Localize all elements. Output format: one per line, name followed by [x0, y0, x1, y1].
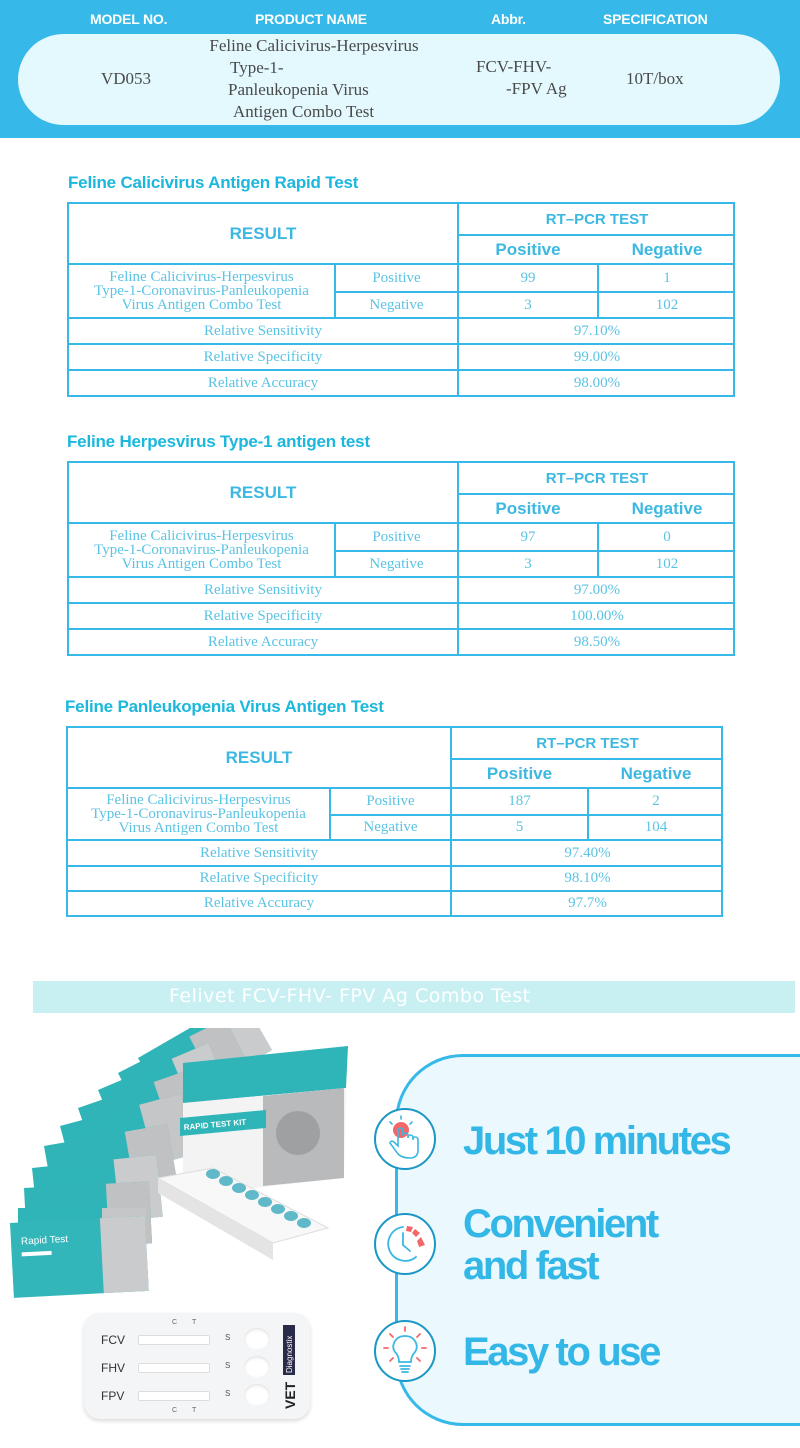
sensitivity-label: Relative Sensitivity — [204, 581, 322, 598]
specificity-label: Relative Specificity — [203, 607, 323, 624]
row-positive-label: Positive — [366, 793, 415, 809]
cell-neg-neg: 104 — [644, 819, 668, 835]
results-table-fpv — [66, 726, 723, 917]
test-cassette-image: C T FCV S FHV S FPV S C T Diagnostix VET — [84, 1313, 310, 1419]
product-kit-image — [8, 1028, 353, 1298]
cell-pos-neg: 2 — [652, 793, 660, 809]
accuracy-value: 97.7% — [568, 895, 607, 911]
accuracy-label: Relative Accuracy — [207, 633, 319, 650]
tap-icon — [374, 1108, 436, 1170]
cell-neg-pos: 5 — [515, 819, 524, 835]
specification-value: 10T/box — [626, 69, 684, 88]
pcr-positive-header: Positive — [495, 498, 561, 518]
results-table-fhv — [67, 461, 735, 656]
accuracy-value: 98.00% — [573, 374, 621, 391]
rt-pcr-header: RT–PCR TEST — [545, 469, 649, 487]
vet-diagnostix-logo — [280, 1323, 298, 1411]
lightbulb-icon — [374, 1320, 436, 1382]
feature-convenient-fast: Convenient and fast — [463, 1202, 657, 1288]
fcv-line-label: FCV — [101, 1333, 125, 1347]
brand-sub: Diagnostix — [285, 1335, 294, 1373]
clock-icon — [374, 1213, 436, 1275]
results-table-fcv — [67, 202, 735, 397]
row-positive-label: Positive — [372, 528, 421, 545]
sensitivity-value: 97.40% — [564, 844, 611, 861]
row-negative-label: Negative — [369, 555, 424, 572]
rt-pcr-header: RT–PCR TEST — [545, 210, 649, 228]
fpv-line-label: FPV — [101, 1389, 125, 1403]
product-banner — [33, 981, 795, 1013]
specificity-value: 99.00% — [573, 348, 621, 365]
specificity-value: 98.10% — [564, 870, 611, 886]
specificity-value: 100.00% — [570, 607, 624, 624]
specificity-label: Relative Specificity — [203, 348, 323, 365]
combo-test-label: Feline Calicivirus-Herpesvirus Type-1-Coronavirus-Panleukopenia Virus Antigen Combo Test — [91, 792, 306, 836]
cell-pos-pos: 97 — [520, 528, 536, 545]
sensitivity-label: Relative Sensitivity — [204, 322, 322, 339]
sensitivity-value: 97.10% — [573, 322, 621, 339]
table-title: Feline Calicivirus Antigen Rapid Test — [68, 173, 359, 192]
cell-pos-pos: 99 — [520, 269, 536, 286]
cell-neg-pos: 3 — [524, 296, 532, 313]
accuracy-value: 98.50% — [573, 633, 621, 650]
feature-just-10-minutes: Just 10 minutes — [463, 1119, 730, 1163]
combo-test-label: Feline Calicivirus-Herpesvirus Type-1-Coronavirus-Panleukopenia Virus Antigen Combo Test — [94, 528, 309, 572]
pcr-positive-header: Positive — [486, 763, 553, 783]
pouch-label: Rapid Test — [20, 1233, 69, 1248]
brand-main: VET — [282, 1381, 298, 1409]
result-header: RESULT — [225, 747, 293, 767]
model-no-header: MODEL NO. — [90, 11, 168, 27]
fhv-line-label: FHV — [101, 1361, 125, 1375]
row-negative-label: Negative — [363, 819, 418, 835]
product-name-header: PRODUCT NAME — [255, 11, 367, 27]
specification-header: SPECIFICATION — [603, 11, 708, 27]
product-name-value: Feline Calicivirus-Herpesvirus Type-1- Panleukopenia Virus Antigen Combo Test — [209, 36, 419, 121]
pcr-negative-header: Negative — [620, 763, 692, 783]
cell-neg-neg: 102 — [655, 296, 679, 313]
rt-pcr-header: RT–PCR TEST — [536, 734, 639, 752]
table-title: Feline Herpesvirus Type-1 antigen test — [67, 432, 370, 451]
cell-neg-pos: 3 — [524, 555, 532, 572]
accuracy-label: Relative Accuracy — [207, 374, 319, 391]
accuracy-label: Relative Accuracy — [203, 895, 315, 911]
table-title: Feline Panleukopenia Virus Antigen Test — [65, 697, 384, 716]
cell-neg-neg: 102 — [655, 555, 679, 572]
cell-pos-pos: 187 — [508, 793, 531, 809]
feature-easy-to-use: Easy to use — [463, 1330, 659, 1374]
model-value: VD053 — [101, 69, 152, 88]
cell-pos-neg: 1 — [663, 269, 671, 286]
row-negative-label: Negative — [369, 296, 424, 313]
kit-box-label: RAPID TEST KIT — [183, 1117, 247, 1132]
spec-header-band — [0, 0, 800, 138]
row-positive-label: Positive — [372, 269, 421, 286]
result-header: RESULT — [229, 223, 297, 243]
specificity-label: Relative Specificity — [199, 870, 319, 886]
sensitivity-label: Relative Sensitivity — [200, 844, 318, 861]
banner-title: Felivet FCV-FHV- FPV Ag Combo Test — [169, 985, 531, 1007]
abbr-header: Abbr. — [491, 11, 526, 27]
pcr-negative-header: Negative — [631, 239, 703, 259]
result-header: RESULT — [229, 482, 297, 502]
pcr-positive-header: Positive — [495, 239, 561, 259]
cell-pos-neg: 0 — [663, 528, 671, 545]
sensitivity-value: 97.00% — [573, 581, 621, 598]
pcr-negative-header: Negative — [631, 498, 703, 518]
combo-test-label: Feline Calicivirus-Herpesvirus Type-1-Coronavirus-Panleukopenia Virus Antigen Combo Test — [94, 269, 309, 313]
abbr-value: FCV-FHV- -FPV Ag — [476, 57, 567, 98]
